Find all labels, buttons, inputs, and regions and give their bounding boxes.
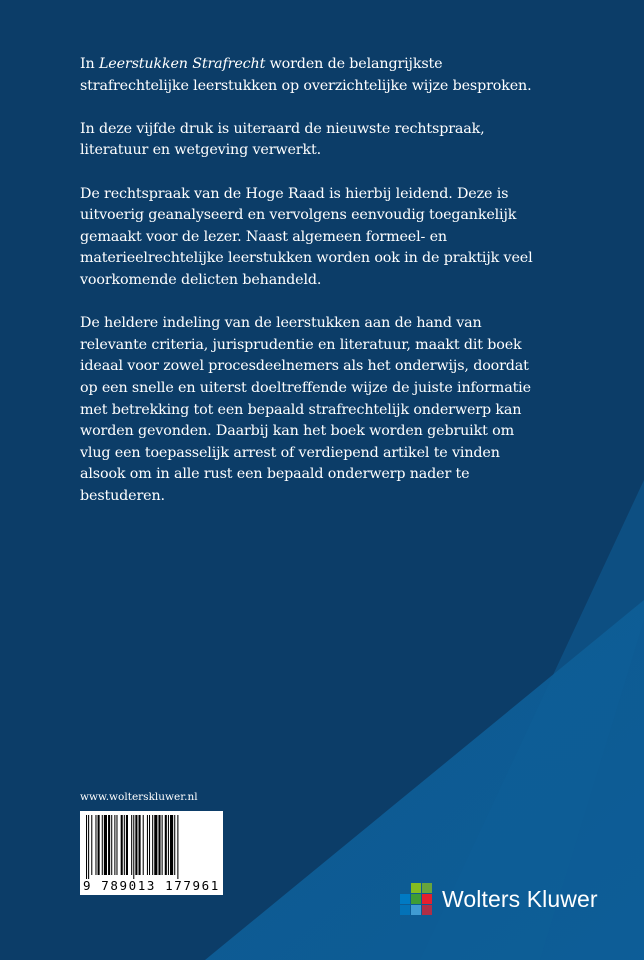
barcode-bar: [165, 815, 167, 875]
barcode-bar: [174, 815, 175, 875]
wolters-kluwer-logo-icon: [399, 882, 433, 916]
barcode-bar: [170, 815, 173, 875]
blurb-paragraph-3: De rechtspraak van de Hoge Raad is hierbij leidend. Deze is uitvoerig geanalyseerd en vervolgens eenvoudig toegankelijk gemaakt voor de lezer. Naast algemeen formeel- en materieelrechtelijke leerstukken worden ook in de praktijk veel voorkomende delicten behandeld.: [80, 185, 533, 288]
isbn-number: 9 789013 177961: [83, 878, 220, 893]
barcode-bar: [95, 815, 96, 875]
barcode-bar: [116, 815, 117, 875]
barcode-bar: [139, 815, 141, 875]
barcode-bar: [147, 815, 148, 875]
barcode-bar: [152, 815, 153, 875]
logo-wordmark: Wolters Kluwer: [442, 885, 598, 912]
book-title-italic: Leerstukken Strafrecht: [98, 56, 266, 72]
isbn-barcode: [80, 811, 223, 895]
blurb-paragraph-4: De heldere indeling van de leerstukken aan de hand van relevante criteria, jurisprudentie en literatuur, maakt dit boek ideaal voor zowel procesdeelnemers als het onderwijs, doordat op een snelle en uiterst doeltreffende wijze de juiste informatie met betrekking tot een bepaald strafrechtelijk onderwerp kan worden gevonden. Daarbij kan het boek worden gebruikt om vlug een toepasselijk arrest of verdiepend artikel te vinden alsook om in alle rust een bepaald onderwerp nader te bestuderen.: [80, 315, 531, 504]
barcode-bar: [135, 815, 137, 875]
barcode-bar: [86, 815, 87, 879]
barcode-bar: [111, 815, 112, 875]
barcode-bar: [104, 815, 107, 875]
website-url[interactable]: www.wolterskluwer.nl: [80, 791, 198, 803]
barcode-bar: [121, 815, 123, 875]
barcode-bar: [162, 815, 163, 875]
barcode-bars: [80, 811, 223, 879]
blurb-paragraph-1: [80, 54, 540, 97]
barcode-bar: [168, 815, 169, 875]
barcode-bar: [98, 815, 100, 875]
blurb-text: [80, 54, 540, 529]
barcode-bar: [154, 815, 157, 875]
barcode-bar: [88, 815, 89, 879]
barcode-bar: [149, 815, 150, 875]
blurb-paragraph-2: In deze vijfde druk is uiteraard de nieuwste rechtspraak, literatuur en wetgeving verwerkt.: [80, 120, 485, 159]
barcode-bar: [114, 815, 115, 875]
barcode-bar: [91, 815, 92, 875]
barcode-bar: [126, 815, 128, 875]
barcode-bar: [131, 815, 132, 875]
barcode-bar: [177, 815, 178, 879]
barcode-bar: [108, 815, 110, 875]
barcode-bar: [143, 815, 144, 875]
wolters-kluwer-logo: [399, 871, 598, 927]
barcode-bar: [158, 815, 160, 875]
barcode-bar: [124, 815, 125, 875]
blurb-p1-prefix: In: [80, 56, 99, 72]
blurb-p1-rest: worden de belangrijkste strafrechtelijke leerstukken op overzichtelijke wijze besproken.: [80, 56, 532, 94]
barcode-bar: [102, 815, 103, 875]
barcode-bar: [133, 815, 134, 879]
